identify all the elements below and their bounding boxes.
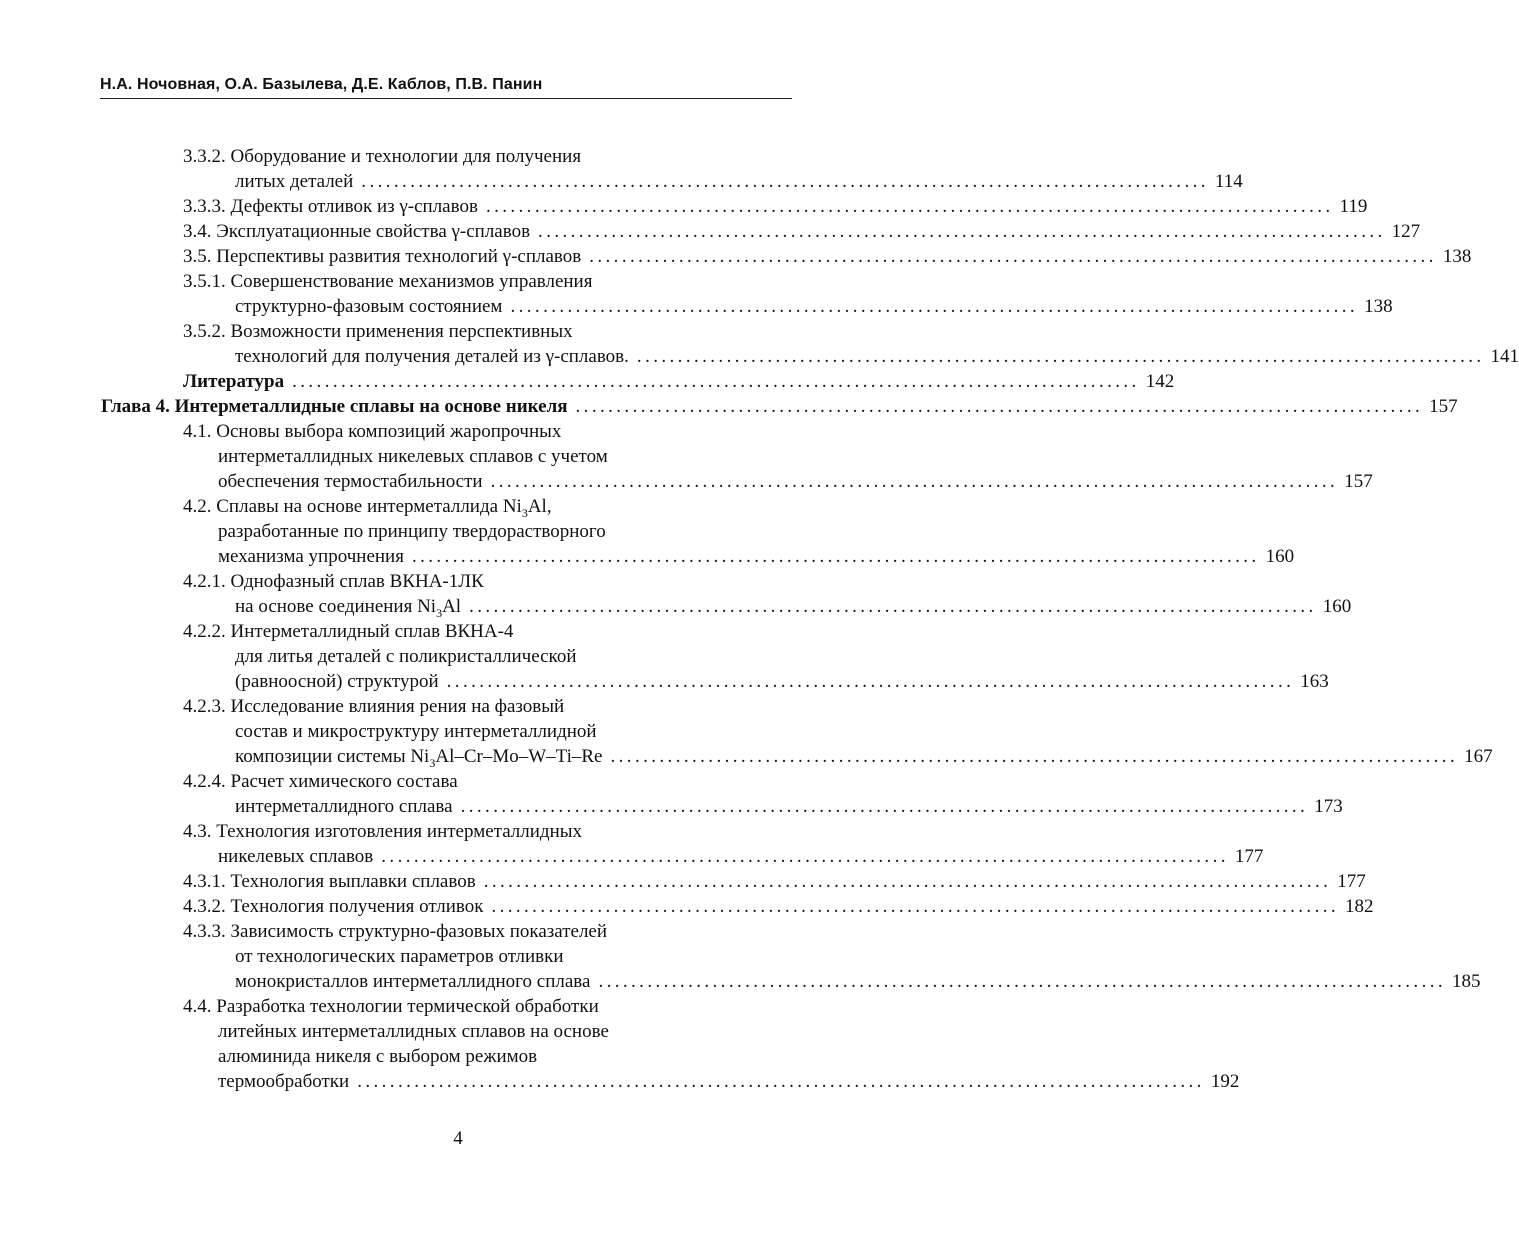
toc-entry: обеспечения термостабильности ........................................................................................................ 157 bbox=[218, 471, 1373, 492]
toc-line: 3.5.1. Совершенствование механизмов управления bbox=[183, 271, 593, 292]
toc-entry: никелевых сплавов ........................................................................................................ 177 bbox=[218, 846, 1264, 867]
toc-line: литейных интерметаллидных сплавов на основе bbox=[218, 1021, 609, 1042]
toc-entry: 3.4. Эксплуатационные свойства γ-сплавов ........................................................................................................ 127 bbox=[183, 221, 1421, 242]
toc-entry: термообработки ........................................................................................................ 192 bbox=[218, 1071, 1240, 1092]
toc-entry: 3.5. Перспективы развития технологий γ-сплавов ........................................................................................................ 138 bbox=[183, 246, 1472, 267]
toc-line: от технологических параметров отливки bbox=[235, 946, 564, 967]
toc-entry: технологий для получения деталей из γ-сплавов. ........................................................................................................ 141 bbox=[235, 346, 1519, 367]
running-header: Н.А. Ночовная, О.А. Базылева, Д.Е. Каблов, П.В. Панин bbox=[100, 76, 543, 93]
toc-line: 4.2.4. Расчет химического состава bbox=[183, 771, 458, 792]
page-number: 4 bbox=[453, 1128, 463, 1149]
toc-line: интерметаллидных никелевых сплавов с учетом bbox=[218, 446, 608, 467]
toc-line: алюминида никеля с выбором режимов bbox=[218, 1046, 538, 1067]
toc-line: разработанные по принципу твердорастворного bbox=[218, 521, 606, 542]
toc-line: 4.2.2. Интерметаллидный сплав ВКНА-4 bbox=[183, 621, 514, 642]
toc-line: 4.2.1. Однофазный сплав ВКНА-1ЛК bbox=[183, 571, 484, 592]
toc-line: 4.1. Основы выбора композиций жаропрочных bbox=[183, 421, 562, 442]
toc-entry: литых деталей ........................................................................................................ 114 bbox=[235, 171, 1243, 192]
toc-entry: монокристаллов интерметаллидного сплава ........................................................................................................ 185 bbox=[235, 971, 1481, 992]
toc-entry: интерметаллидного сплава ........................................................................................................ 173 bbox=[235, 796, 1343, 817]
toc-line: для литья деталей с поликристаллической bbox=[235, 646, 577, 667]
toc-line: состав и микроструктуру интерметаллидной bbox=[235, 721, 597, 742]
toc-line: 4.3.3. Зависимость структурно-фазовых показателей bbox=[183, 921, 608, 942]
toc-entry: 4.3.2. Технология получения отливок ........................................................................................................ 182 bbox=[183, 896, 1374, 917]
header-rule bbox=[100, 98, 792, 99]
toc-line: 4.3. Технология изготовления интерметаллидных bbox=[183, 821, 583, 842]
toc-line: 4.2.3. Исследование влияния рения на фазовый bbox=[183, 696, 565, 717]
toc-entry: композиции системы $Ni_3Al-Cr-Mo-W-Ti-Re$ ........................................................................................................ 167 bbox=[235, 746, 1493, 770]
toc-line: 3.5.2. Возможности применения перспективных bbox=[183, 321, 573, 342]
toc-entry: (равноосной) структурой ........................................................................................................ 163 bbox=[235, 671, 1329, 692]
toc-entry: структурно-фазовым состоянием ........................................................................................................ 138 bbox=[235, 296, 1393, 317]
toc-entry-literature: Литература ........................................................................................................ 142 bbox=[183, 371, 1175, 392]
toc-line: 3.3.2. Оборудование и технологии для получения bbox=[183, 146, 582, 167]
toc-chapter-entry: Глава 4. Интерметаллидные сплавы на основе никеля ........................................................................................................ 157 bbox=[101, 396, 1458, 417]
toc-entry: на основе соединения $Ni_3Al$ ........................................................................................................ 160 bbox=[235, 596, 1352, 620]
toc-line: 4.2. Сплавы на основе интерметаллида $Ni_3Al$, bbox=[183, 496, 552, 520]
toc-entry: 3.3.3. Дефекты отливок из γ-сплавов ........................................................................................................ 119 bbox=[183, 196, 1368, 217]
toc-line: 4.4. Разработка технологии термической обработки bbox=[183, 996, 599, 1017]
toc-entry: 4.3.1. Технология выплавки сплавов ........................................................................................................ 177 bbox=[183, 871, 1366, 892]
toc-entry: механизма упрочнения ........................................................................................................ 160 bbox=[218, 546, 1295, 567]
